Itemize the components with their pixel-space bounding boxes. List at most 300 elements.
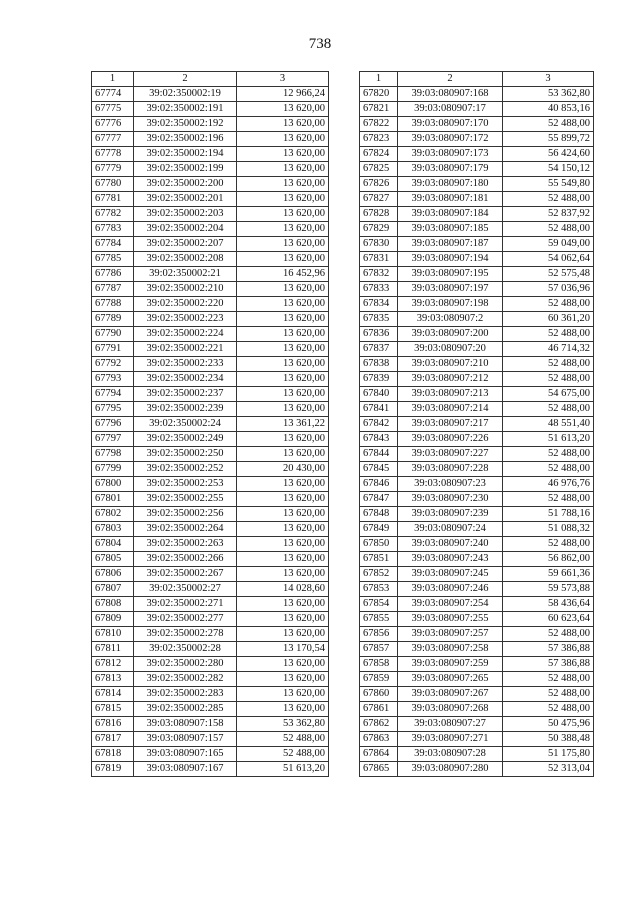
cell-value: 51 088,32 [503, 522, 594, 537]
cell-cadastral-number: 39:03:080907:200 [398, 327, 503, 342]
table-row [92, 327, 329, 342]
cell-value: 13 361,22 [237, 417, 329, 432]
cell-value: 13 620,00 [237, 177, 329, 192]
table-row [92, 747, 329, 762]
cell-value: 51 613,20 [237, 762, 329, 777]
cell-cadastral-number: 39:02:350002:280 [134, 657, 237, 672]
cell-value: 52 488,00 [503, 327, 594, 342]
cell-cadastral-number: 39:03:080907:27 [398, 717, 503, 732]
table-row [92, 387, 329, 402]
cell-cadastral-number: 39:02:350002:199 [134, 162, 237, 177]
cell-index: 67795 [92, 402, 134, 417]
cell-index: 67833 [360, 282, 398, 297]
cell-cadastral-number: 39:02:350002:249 [134, 432, 237, 447]
cell-value: 13 620,00 [237, 657, 329, 672]
table-row [360, 297, 594, 312]
table-row [360, 537, 594, 552]
cell-cadastral-number: 39:03:080907:246 [398, 582, 503, 597]
cell-cadastral-number: 39:03:080907:240 [398, 537, 503, 552]
cell-value: 13 620,00 [237, 507, 329, 522]
cell-cadastral-number: 39:03:080907:172 [398, 132, 503, 147]
page-number: 738 [308, 36, 332, 52]
cell-value: 51 788,16 [503, 507, 594, 522]
table-row [360, 627, 594, 642]
cell-cadastral-number: 39:02:350002:252 [134, 462, 237, 477]
cell-index: 67864 [360, 747, 398, 762]
cell-cadastral-number: 39:03:080907:23 [398, 477, 503, 492]
table-row [360, 582, 594, 597]
cell-index: 67865 [360, 762, 398, 777]
cell-value: 16 452,96 [237, 267, 329, 282]
cell-value: 52 488,00 [503, 447, 594, 462]
cell-index: 67836 [360, 327, 398, 342]
table-row [92, 222, 329, 237]
cell-cadastral-number: 39:03:080907:268 [398, 702, 503, 717]
cell-index: 67776 [92, 117, 134, 132]
table-row [360, 162, 594, 177]
cell-value: 54 675,00 [503, 387, 594, 402]
cell-value: 58 436,64 [503, 597, 594, 612]
cell-index: 67853 [360, 582, 398, 597]
cell-value: 13 620,00 [237, 537, 329, 552]
cell-value: 13 620,00 [237, 702, 329, 717]
table-row [92, 432, 329, 447]
cell-index: 67805 [92, 552, 134, 567]
cell-value: 52 575,48 [503, 267, 594, 282]
table-row [92, 537, 329, 552]
cell-cadastral-number: 39:02:350002:201 [134, 192, 237, 207]
column-header-index: 1 [92, 72, 134, 87]
table-row [92, 582, 329, 597]
cell-value: 57 036,96 [503, 282, 594, 297]
table-row [92, 102, 329, 117]
cell-cadastral-number: 39:03:080907:195 [398, 267, 503, 282]
cell-value: 52 488,00 [503, 297, 594, 312]
cell-value: 50 388,48 [503, 732, 594, 747]
cell-index: 67856 [360, 627, 398, 642]
cell-cadastral-number: 39:03:080907:2 [398, 312, 503, 327]
cell-value: 52 837,92 [503, 207, 594, 222]
cell-cadastral-number: 39:03:080907:267 [398, 687, 503, 702]
cell-index: 67788 [92, 297, 134, 312]
cell-value: 52 488,00 [503, 117, 594, 132]
cell-index: 67809 [92, 612, 134, 627]
cell-cadastral-number: 39:02:350002:223 [134, 312, 237, 327]
cell-cadastral-number: 39:03:080907:230 [398, 492, 503, 507]
cell-value: 54 150,12 [503, 162, 594, 177]
cell-cadastral-number: 39:02:350002:255 [134, 492, 237, 507]
cell-value: 13 620,00 [237, 612, 329, 627]
cell-value: 59 661,36 [503, 567, 594, 582]
cell-cadastral-number: 39:03:080907:258 [398, 642, 503, 657]
cell-index: 67843 [360, 432, 398, 447]
cell-index: 67850 [360, 537, 398, 552]
cell-value: 56 862,00 [503, 552, 594, 567]
cell-index: 67816 [92, 717, 134, 732]
cell-index: 67822 [360, 117, 398, 132]
cell-value: 13 620,00 [237, 297, 329, 312]
cell-cadastral-number: 39:02:350002:21 [134, 267, 237, 282]
cell-index: 67845 [360, 462, 398, 477]
table-row [92, 207, 329, 222]
cell-value: 13 170,54 [237, 642, 329, 657]
table-row [360, 747, 594, 762]
cell-value: 52 488,00 [503, 402, 594, 417]
table-row [92, 372, 329, 387]
registry-table-right [359, 71, 594, 777]
cell-index: 67835 [360, 312, 398, 327]
cell-value: 52 488,00 [503, 222, 594, 237]
cell-cadastral-number: 39:02:350002:203 [134, 207, 237, 222]
cell-value: 52 488,00 [503, 462, 594, 477]
cell-value: 54 062,64 [503, 252, 594, 267]
cell-value: 52 488,00 [503, 702, 594, 717]
cell-cadastral-number: 39:03:080907:265 [398, 672, 503, 687]
cell-cadastral-number: 39:03:080907:187 [398, 237, 503, 252]
cell-index: 67846 [360, 477, 398, 492]
column-header-cadastral-number: 2 [134, 72, 237, 87]
table-row [360, 252, 594, 267]
table-row [360, 567, 594, 582]
cell-value: 57 386,88 [503, 642, 594, 657]
table-row [92, 282, 329, 297]
cell-cadastral-number: 39:03:080907:214 [398, 402, 503, 417]
cell-cadastral-number: 39:02:350002:224 [134, 327, 237, 342]
table-row [360, 267, 594, 282]
cell-index: 67794 [92, 387, 134, 402]
cell-index: 67781 [92, 192, 134, 207]
cell-value: 13 620,00 [237, 132, 329, 147]
table-row [92, 612, 329, 627]
table-row [92, 687, 329, 702]
cell-index: 67839 [360, 372, 398, 387]
cell-cadastral-number: 39:03:080907:227 [398, 447, 503, 462]
cell-value: 13 620,00 [237, 567, 329, 582]
cell-index: 67838 [360, 357, 398, 372]
cell-value: 13 620,00 [237, 342, 329, 357]
cell-index: 67813 [92, 672, 134, 687]
table-row [92, 237, 329, 252]
cell-value: 52 313,04 [503, 762, 594, 777]
cell-index: 67780 [92, 177, 134, 192]
table-row [92, 552, 329, 567]
cell-index: 67827 [360, 192, 398, 207]
cell-index: 67801 [92, 492, 134, 507]
table-row [360, 372, 594, 387]
cell-cadastral-number: 39:03:080907:184 [398, 207, 503, 222]
table-row [92, 162, 329, 177]
cell-cadastral-number: 39:02:350002:282 [134, 672, 237, 687]
table-row [92, 627, 329, 642]
cell-index: 67815 [92, 702, 134, 717]
cell-value: 52 488,00 [503, 492, 594, 507]
cell-index: 67812 [92, 657, 134, 672]
table-row [360, 402, 594, 417]
cell-cadastral-number: 39:02:350002:19 [134, 87, 237, 102]
cell-cadastral-number: 39:03:080907:217 [398, 417, 503, 432]
cell-index: 67806 [92, 567, 134, 582]
cell-index: 67844 [360, 447, 398, 462]
cell-index: 67803 [92, 522, 134, 537]
cell-value: 52 488,00 [503, 627, 594, 642]
table-row [360, 717, 594, 732]
cell-value: 59 573,88 [503, 582, 594, 597]
cell-index: 67792 [92, 357, 134, 372]
cell-index: 67789 [92, 312, 134, 327]
cell-value: 13 620,00 [237, 522, 329, 537]
cell-cadastral-number: 39:02:350002:28 [134, 642, 237, 657]
cell-value: 13 620,00 [237, 327, 329, 342]
cell-value: 14 028,60 [237, 582, 329, 597]
cell-index: 67820 [360, 87, 398, 102]
table-row [360, 702, 594, 717]
cell-value: 57 386,88 [503, 657, 594, 672]
cell-cadastral-number: 39:03:080907:254 [398, 597, 503, 612]
cell-value: 13 620,00 [237, 672, 329, 687]
cell-cadastral-number: 39:03:080907:157 [134, 732, 237, 747]
cell-index: 67847 [360, 492, 398, 507]
column-header-cadastral-number: 2 [398, 72, 503, 87]
cell-value: 12 966,24 [237, 87, 329, 102]
table-row [360, 597, 594, 612]
table-row [360, 357, 594, 372]
cell-index: 67855 [360, 612, 398, 627]
cell-index: 67804 [92, 537, 134, 552]
cell-index: 67810 [92, 627, 134, 642]
table-row [360, 87, 594, 102]
table-row [360, 117, 594, 132]
cell-value: 13 620,00 [237, 597, 329, 612]
cell-index: 67778 [92, 147, 134, 162]
cell-cadastral-number: 39:03:080907:280 [398, 762, 503, 777]
table-row [360, 672, 594, 687]
table-row [360, 237, 594, 252]
cell-value: 13 620,00 [237, 687, 329, 702]
cell-index: 67811 [92, 642, 134, 657]
table-row [360, 282, 594, 297]
cell-cadastral-number: 39:03:080907:228 [398, 462, 503, 477]
cell-value: 13 620,00 [237, 312, 329, 327]
cell-cadastral-number: 39:02:350002:277 [134, 612, 237, 627]
table-row [92, 177, 329, 192]
cell-value: 51 175,80 [503, 747, 594, 762]
table-row [92, 117, 329, 132]
cell-index: 67779 [92, 162, 134, 177]
cell-cadastral-number: 39:02:350002:263 [134, 537, 237, 552]
cell-cadastral-number: 39:03:080907:239 [398, 507, 503, 522]
table-row [360, 762, 594, 777]
cell-index: 67785 [92, 252, 134, 267]
cell-index: 67851 [360, 552, 398, 567]
cell-index: 67783 [92, 222, 134, 237]
cell-cadastral-number: 39:03:080907:255 [398, 612, 503, 627]
cell-value: 13 620,00 [237, 162, 329, 177]
cell-cadastral-number: 39:02:350002:267 [134, 567, 237, 582]
table-row [92, 192, 329, 207]
cell-cadastral-number: 39:02:350002:283 [134, 687, 237, 702]
cell-value: 48 551,40 [503, 417, 594, 432]
table-row [360, 432, 594, 447]
cell-index: 67807 [92, 582, 134, 597]
table-row [360, 477, 594, 492]
table-row [360, 492, 594, 507]
registry-table-left [91, 71, 329, 777]
cell-value: 60 361,20 [503, 312, 594, 327]
cell-index: 67796 [92, 417, 134, 432]
cell-value: 52 488,00 [503, 192, 594, 207]
cell-index: 67854 [360, 597, 398, 612]
table-row [360, 417, 594, 432]
cell-index: 67860 [360, 687, 398, 702]
cell-value: 20 430,00 [237, 462, 329, 477]
cell-index: 67830 [360, 237, 398, 252]
table-row [360, 327, 594, 342]
cell-index: 67840 [360, 387, 398, 402]
table-row [92, 732, 329, 747]
table-row [360, 147, 594, 162]
cell-index: 67859 [360, 672, 398, 687]
table-row [92, 132, 329, 147]
cell-cadastral-number: 39:02:350002:27 [134, 582, 237, 597]
table-row [360, 507, 594, 522]
table-row [92, 87, 329, 102]
column-header-index: 1 [360, 72, 398, 87]
cell-index: 67782 [92, 207, 134, 222]
cell-index: 67831 [360, 252, 398, 267]
cell-cadastral-number: 39:02:350002:207 [134, 237, 237, 252]
table-row [92, 507, 329, 522]
table-row [360, 657, 594, 672]
table-row [360, 132, 594, 147]
cell-index: 67814 [92, 687, 134, 702]
cell-index: 67821 [360, 102, 398, 117]
table-row [92, 477, 329, 492]
cell-value: 52 488,00 [503, 357, 594, 372]
table-row [360, 177, 594, 192]
cell-index: 67829 [360, 222, 398, 237]
table-row [92, 762, 329, 777]
cell-cadastral-number: 39:03:080907:165 [134, 747, 237, 762]
table-row [92, 267, 329, 282]
cell-cadastral-number: 39:03:080907:17 [398, 102, 503, 117]
cell-value: 13 620,00 [237, 282, 329, 297]
cell-value: 13 620,00 [237, 447, 329, 462]
cell-index: 67800 [92, 477, 134, 492]
cell-index: 67808 [92, 597, 134, 612]
cell-cadastral-number: 39:02:350002:194 [134, 147, 237, 162]
cell-cadastral-number: 39:03:080907:179 [398, 162, 503, 177]
cell-index: 67826 [360, 177, 398, 192]
cell-index: 67837 [360, 342, 398, 357]
cell-value: 60 623,64 [503, 612, 594, 627]
cell-cadastral-number: 39:03:080907:180 [398, 177, 503, 192]
cell-value: 46 976,76 [503, 477, 594, 492]
cell-index: 67775 [92, 102, 134, 117]
cell-value: 52 488,00 [237, 732, 329, 747]
cell-cadastral-number: 39:03:080907:226 [398, 432, 503, 447]
cell-index: 67817 [92, 732, 134, 747]
table-row [360, 192, 594, 207]
cell-cadastral-number: 39:02:350002:204 [134, 222, 237, 237]
cell-index: 67802 [92, 507, 134, 522]
cell-cadastral-number: 39:02:350002:192 [134, 117, 237, 132]
cell-cadastral-number: 39:02:350002:191 [134, 102, 237, 117]
cell-cadastral-number: 39:02:350002:220 [134, 297, 237, 312]
cell-cadastral-number: 39:03:080907:210 [398, 357, 503, 372]
cell-cadastral-number: 39:03:080907:28 [398, 747, 503, 762]
cell-cadastral-number: 39:03:080907:168 [398, 87, 503, 102]
cell-value: 59 049,00 [503, 237, 594, 252]
table-row [360, 102, 594, 117]
table-row [92, 462, 329, 477]
table-row [92, 567, 329, 582]
cell-value: 53 362,80 [503, 87, 594, 102]
cell-cadastral-number: 39:03:080907:194 [398, 252, 503, 267]
cell-value: 13 620,00 [237, 252, 329, 267]
cell-cadastral-number: 39:03:080907:259 [398, 657, 503, 672]
table-row [360, 387, 594, 402]
cell-index: 67858 [360, 657, 398, 672]
cell-index: 67832 [360, 267, 398, 282]
cell-index: 67797 [92, 432, 134, 447]
cell-value: 52 488,00 [503, 672, 594, 687]
cell-cadastral-number: 39:02:350002:271 [134, 597, 237, 612]
cell-index: 67784 [92, 237, 134, 252]
table-header-row [92, 72, 329, 87]
table-row [92, 717, 329, 732]
table-row [360, 612, 594, 627]
cell-index: 67799 [92, 462, 134, 477]
cell-cadastral-number: 39:02:350002:208 [134, 252, 237, 267]
cell-cadastral-number: 39:03:080907:185 [398, 222, 503, 237]
cell-value: 13 620,00 [237, 477, 329, 492]
cell-cadastral-number: 39:02:350002:233 [134, 357, 237, 372]
cell-cadastral-number: 39:03:080907:257 [398, 627, 503, 642]
table-row [92, 657, 329, 672]
table-row [360, 447, 594, 462]
cell-cadastral-number: 39:02:350002:210 [134, 282, 237, 297]
cell-index: 67793 [92, 372, 134, 387]
cell-index: 67848 [360, 507, 398, 522]
cell-cadastral-number: 39:02:350002:196 [134, 132, 237, 147]
cell-index: 67861 [360, 702, 398, 717]
cell-index: 67849 [360, 522, 398, 537]
cell-cadastral-number: 39:03:080907:243 [398, 552, 503, 567]
cell-index: 67842 [360, 417, 398, 432]
cell-cadastral-number: 39:02:350002:278 [134, 627, 237, 642]
cell-value: 13 620,00 [237, 372, 329, 387]
cell-value: 13 620,00 [237, 102, 329, 117]
cell-value: 53 362,80 [237, 717, 329, 732]
table-row [360, 312, 594, 327]
cell-cadastral-number: 39:02:350002:221 [134, 342, 237, 357]
table-row [92, 342, 329, 357]
table-row [92, 597, 329, 612]
cell-index: 67791 [92, 342, 134, 357]
cell-cadastral-number: 39:02:350002:266 [134, 552, 237, 567]
cell-index: 67857 [360, 642, 398, 657]
cell-cadastral-number: 39:02:350002:239 [134, 402, 237, 417]
table-row [92, 417, 329, 432]
table-row [360, 642, 594, 657]
cell-value: 13 620,00 [237, 552, 329, 567]
cell-index: 67863 [360, 732, 398, 747]
cell-cadastral-number: 39:03:080907:271 [398, 732, 503, 747]
cell-cadastral-number: 39:02:350002:285 [134, 702, 237, 717]
column-header-value: 3 [237, 72, 329, 87]
table-row [92, 672, 329, 687]
cell-cadastral-number: 39:03:080907:170 [398, 117, 503, 132]
